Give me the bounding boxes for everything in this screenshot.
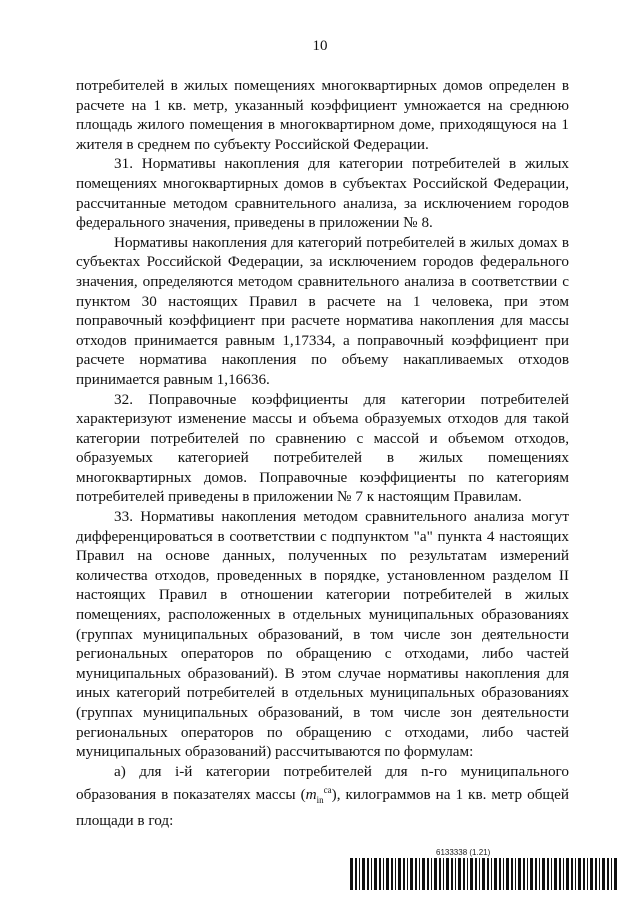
formula-superscript: ca — [323, 785, 332, 796]
paragraph-33-a-lead: а) для i-й категории потребителей для n-го муниципального образования в показателях массы ( — [76, 762, 569, 804]
paragraph-33: 33. Нормативы накопления методом сравнительного анализа могут дифференцироваться в соответствии с подпунктом "а" пункта 4 настоящих Правил на основе данных, полученных по результатам измерений количества отходов, проведенных в порядке, установленном разделом II настоящих Правил в отношении категории потребителей в жилых помещениях, расположенных в отдельных муниципальных образованиях (группах муниципальных образований, в том числе зон деятельности региональных операторов по обращению с отходами, либо частей муниципальных образований). В этом случае нормативы накопления для иных категорий потребителей в отдельных муниципальных образованиях (группах муниципальных образований, в том числе зон деятельности региональных операторов по обращению с отходами, либо частей муниципальных образований) рассчитываются по формулам: — [76, 508, 569, 761]
paragraph-33-a-tail: ), килограммов на 1 кв. метр общей площади в год: — [76, 786, 569, 830]
paragraph-32: 32. Поправочные коэффициенты для категории потребителей характеризуют изменение массы и объема образуемых отходов для такой категории потребителей по сравнению с массой и объемом отходов, образуемых категорией потребителей в жилых помещениях многоквартирных домов. Поправочные коэффициенты по категориям потребителей приведены в приложении № 7 к настоящим Правилам. — [76, 390, 569, 506]
formula-base: m — [305, 786, 317, 804]
formula-subscript: in — [316, 795, 324, 806]
paragraph-residential-houses: Нормативы накопления для категорий потребителей в жилых домах в субъектах Российской Федерации, за исключением городов федерального значения, определяются методом сравнительного анализа в соответствии с пунктом 30 настоящих Правил в расчете на 1 человека, при этом поправочный коэффициент при расчете норматива накопления для массы отходов принимается равным 1,17334, а поправочный коэффициент при расчете норматива накопления по объему накапливаемых отходов принимается равным 1,16636. — [76, 233, 569, 388]
barcode-block — [350, 848, 618, 892]
paragraph-31: 31. Нормативы накопления для категории потребителей в жилых помещениях многоквартирных домов в субъектах Российской Федерации, рассчитанные методом сравнительного анализа, за исключением городов федерального значения, приведены в приложении № 8. — [76, 155, 569, 232]
mass-formula — [305, 785, 332, 806]
barcode-icon — [350, 858, 618, 890]
paragraph-continuation: потребителей в жилых помещениях многоквартирных домов определен в расчете на 1 кв. метр, указанный коэффициент умножается на среднюю площадь жилого помещения в многоквартирном доме, приходящуюся на 1 жителя в среднем по субъекту Российской Федерации. — [76, 77, 569, 153]
barcode-id: 6133338 (1.21) — [436, 848, 491, 857]
page-number: 10 — [312, 38, 328, 54]
document-body — [76, 76, 569, 831]
paragraph-33-a — [76, 762, 569, 831]
